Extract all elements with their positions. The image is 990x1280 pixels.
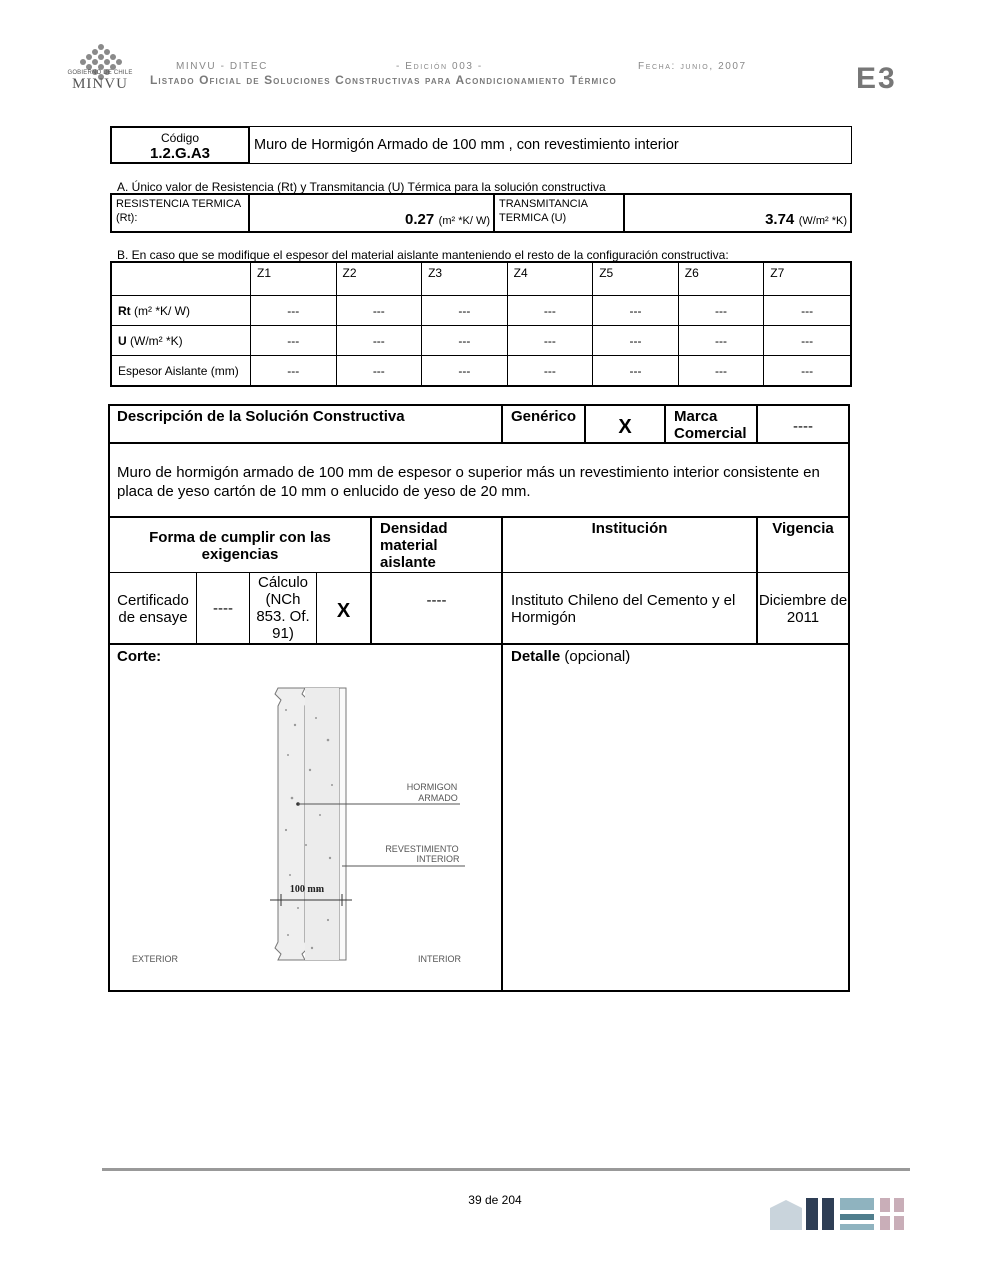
detalle-optional: (opcional) (560, 648, 631, 665)
code-label: Código (160, 131, 200, 145)
label-concrete-2: ARMADO (418, 793, 458, 803)
zone-header: Z1 (251, 262, 337, 296)
table-cell: --- (422, 326, 508, 356)
table-cell: --- (422, 296, 508, 326)
table-cell: --- (678, 326, 764, 356)
row-label: (m² *K/ W) (130, 303, 190, 318)
footer-rule (102, 1168, 910, 1171)
u-value: 3.74 (765, 211, 795, 228)
density-value: ---- (426, 592, 447, 609)
section-b-caption: B. En caso que se modifique el espesor del material aislante manteniendo el resto de la configuración constructiva: (117, 248, 729, 262)
rt-value: 0.27 (405, 211, 435, 228)
table-cell: --- (336, 296, 422, 326)
wall-section-drawing (120, 680, 490, 970)
zone-header-blank (111, 262, 251, 296)
zone-table (110, 261, 852, 387)
table-cell: --- (336, 356, 422, 387)
code-value: 1.2.G.A3 (149, 145, 211, 162)
brand-label: Marca Comercial (674, 408, 747, 442)
u-label: TRANSMITANCIA TERMICA (U) (499, 198, 588, 224)
interior-lining (339, 688, 346, 960)
row-label: (W/m² *K) (126, 333, 183, 348)
table-cell: --- (764, 356, 851, 387)
zone-header: Z2 (336, 262, 422, 296)
cert-value: ---- (213, 600, 233, 617)
table-cell: --- (507, 296, 593, 326)
table-row (111, 326, 851, 356)
row-label-bold: U (118, 333, 127, 348)
page-number: 39 de 204 (468, 1193, 522, 1207)
table-cell: --- (764, 326, 851, 356)
table-cell: --- (678, 296, 764, 326)
row-label-bold: Rt (118, 303, 131, 318)
header-date: Fecha: junio, 2007 (638, 61, 747, 72)
detalle-label: Detalle (511, 648, 561, 665)
code-cell (110, 126, 250, 164)
cert-label: Certificado de ensaye (117, 592, 189, 626)
section-a-table (110, 193, 852, 233)
table-cell: --- (593, 356, 679, 387)
table-row (111, 356, 851, 387)
header-org: MINVU - DITEC (176, 61, 268, 72)
table-row (111, 296, 851, 326)
zone-header: Z7 (764, 262, 851, 296)
institution-heading: Institución (591, 520, 668, 537)
description-heading: Descripción de la Solución Constructiva (117, 408, 405, 425)
label-interior: INTERIOR (418, 954, 462, 964)
page-title: Listado Oficial de Soluciones Constructivas para Acondicionamiento Térmico (150, 73, 617, 87)
logo-text: MINVU (72, 76, 128, 92)
density-heading: Densidad material aislante (380, 520, 448, 571)
validity-heading: Vigencia (772, 520, 834, 537)
validity-value: Diciembre de 2011 (758, 592, 848, 626)
table-cell: --- (593, 296, 679, 326)
rt-label: RESISTENCIA TERMICA (Rt): (116, 198, 241, 224)
rt-unit: (m² *K/ W) (438, 215, 490, 227)
label-exterior: EXTERIOR (132, 954, 179, 964)
label-concrete-1: HORMIGON (406, 782, 458, 792)
table-cell: --- (507, 326, 593, 356)
header-edition: - Edición 003 - (396, 61, 483, 72)
label-lining-1: REVESTIMIENTO (385, 844, 459, 854)
table-cell: --- (251, 356, 337, 387)
compliance-heading: Forma de cumplir con las exigencias (149, 529, 331, 563)
u-unit: (W/m² *K) (798, 215, 847, 227)
generic-label: Genérico (511, 408, 577, 425)
solution-title: Muro de Hormigón Armado de 100 mm , con revestimiento interior (254, 137, 679, 153)
section-code: E3 (856, 62, 897, 95)
label-lining-2: INTERIOR (416, 854, 460, 864)
zone-header: Z3 (422, 262, 508, 296)
institution-value: Instituto Chileno del Cemento y el Hormigón (511, 592, 736, 626)
table-cell: --- (422, 356, 508, 387)
section-a-caption: A. Único valor de Resistencia (Rt) y Transmitancia (U) Térmica para la solución constructiva (117, 180, 606, 194)
concrete-wall (275, 688, 308, 960)
zone-header: Z6 (678, 262, 764, 296)
table-cell: --- (507, 356, 593, 387)
calc-mark: X (336, 600, 351, 622)
table-cell: --- (593, 326, 679, 356)
row-label: Espesor Aislante (mm) (118, 363, 239, 378)
zone-header: Z5 (593, 262, 679, 296)
footer-logo-icon (770, 1196, 908, 1230)
generic-mark: X (618, 416, 632, 438)
logo-caption: GOBIERNO DE CHILE (67, 70, 133, 76)
label-thickness: 100 mm (289, 884, 325, 895)
brand-value: ---- (793, 418, 813, 435)
corte-label: Corte: (117, 648, 162, 665)
table-cell: --- (251, 296, 337, 326)
table-cell: --- (764, 296, 851, 326)
calc-label: Cálculo (NCh 853. Of. 91) (256, 574, 310, 642)
zone-header: Z4 (507, 262, 593, 296)
table-cell: --- (251, 326, 337, 356)
table-cell: --- (678, 356, 764, 387)
description-text: Muro de hormigón armado de 100 mm de espesor o superior más un revestimiento interior consistente en placa de yeso cartón de 10 mm o enlucido de yeso de 20 mm. (117, 464, 820, 500)
table-cell: --- (336, 326, 422, 356)
